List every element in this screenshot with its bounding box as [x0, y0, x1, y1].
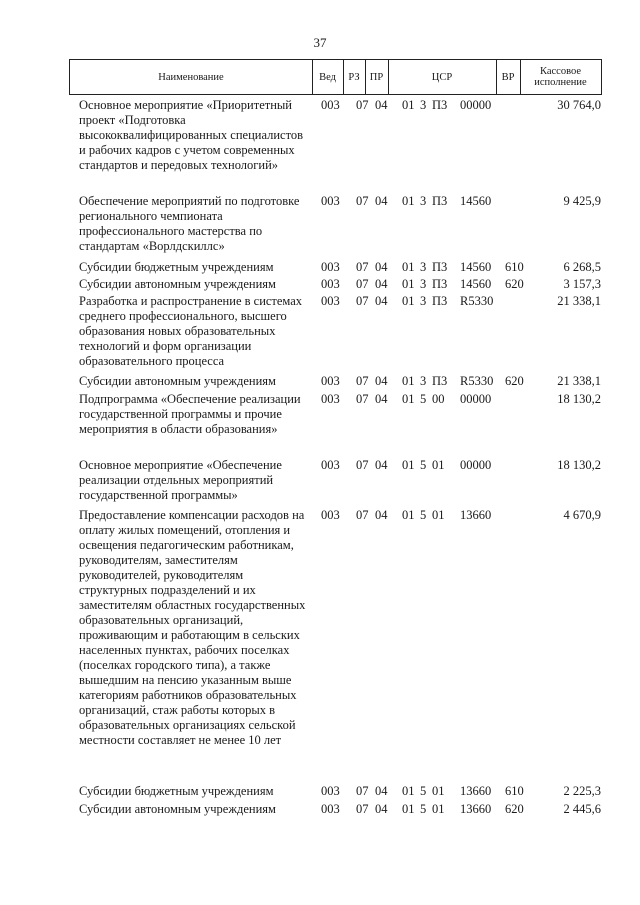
row-csr-program: 01	[402, 277, 415, 291]
row-name: Субсидии автономным учреждениям	[79, 802, 276, 816]
row-pr: 04	[375, 294, 388, 308]
row-rz: 07	[356, 458, 369, 472]
row-csr-subprogram: 5	[420, 508, 427, 522]
row-name: Субсидии автономным учреждениям	[79, 277, 276, 291]
row-csr-program: 01	[402, 784, 415, 798]
row-pr: 04	[375, 277, 388, 291]
row-csr-subprogram: 5	[420, 802, 427, 816]
row-csr-event: П3	[432, 277, 448, 291]
row-pr: 04	[375, 392, 388, 406]
row-csr-event: 01	[432, 508, 445, 522]
row-amount: 21 338,1	[557, 374, 601, 388]
header-vr: ВР	[501, 71, 515, 83]
row-amount: 2 445,6	[563, 802, 601, 816]
row-csr-event: 00	[432, 392, 445, 406]
row-csr-program: 01	[402, 98, 415, 112]
row-csr-subprogram: 3	[420, 277, 427, 291]
row-pr: 04	[375, 802, 388, 816]
row-csr-subprogram: 3	[420, 98, 427, 112]
row-csr-direction: 14560	[460, 277, 492, 291]
row-csr-direction: 13660	[460, 508, 492, 522]
row-rz: 07	[356, 508, 369, 522]
row-pr: 04	[375, 260, 388, 274]
row-amount: 6 268,5	[563, 260, 601, 274]
row-csr-program: 01	[402, 508, 415, 522]
row-csr-program: 01	[402, 294, 415, 308]
row-pr: 04	[375, 458, 388, 472]
row-name: Субсидии автономным учреждениям	[79, 374, 276, 388]
header-amount-line2: исполнение	[534, 77, 587, 88]
row-amount: 4 670,9	[563, 508, 601, 522]
row-amount: 2 225,3	[563, 784, 601, 798]
row-csr-event: 01	[432, 802, 445, 816]
row-vr: 620	[505, 277, 524, 291]
header-name: Наименование	[158, 71, 224, 83]
row-csr-direction: 13660	[460, 784, 492, 798]
row-name: Субсидии бюджетным учреждениям	[79, 260, 274, 274]
row-name: Основное мероприятие «Приоритетный проект «Подготовка высококвалифицированных специалистов и рабочих кадров с учетом современных стандартов и передовых технологий»	[79, 98, 304, 172]
row-csr-event: П3	[432, 260, 448, 274]
row-pr: 04	[375, 508, 388, 522]
row-name: Разработка и распространение в системах среднего профессионального, высшего образования новых образовательных технологий и форм организации образовательного процесса	[79, 294, 303, 368]
row-csr-subprogram: 3	[420, 260, 427, 274]
row-csr-subprogram: 5	[420, 784, 427, 798]
row-amount: 21 338,1	[557, 294, 601, 308]
row-amount: 9 425,9	[563, 194, 601, 208]
row-amount: 3 157,3	[563, 277, 601, 291]
row-name: Основное мероприятие «Обеспечение реализации отдельных мероприятий государственной программы»	[79, 458, 282, 502]
row-ved: 003	[321, 508, 340, 522]
row-ved: 003	[321, 260, 340, 274]
row-rz: 07	[356, 784, 369, 798]
row-rz: 07	[356, 392, 369, 406]
row-csr-program: 01	[402, 392, 415, 406]
row-csr-direction: 00000	[460, 98, 492, 112]
row-pr: 04	[375, 194, 388, 208]
row-ved: 003	[321, 784, 340, 798]
row-csr-subprogram: 3	[420, 294, 427, 308]
row-amount: 18 130,2	[557, 458, 601, 472]
row-ved: 003	[321, 294, 340, 308]
row-rz: 07	[356, 194, 369, 208]
row-amount: 18 130,2	[557, 392, 601, 406]
row-csr-direction: 14560	[460, 194, 492, 208]
row-ved: 003	[321, 374, 340, 388]
row-csr-event: П3	[432, 98, 448, 112]
row-rz: 07	[356, 260, 369, 274]
row-csr-program: 01	[402, 374, 415, 388]
row-ved: 003	[321, 98, 340, 112]
row-ved: 003	[321, 392, 340, 406]
row-csr-direction: 00000	[460, 458, 492, 472]
row-rz: 07	[356, 98, 369, 112]
row-csr-event: 01	[432, 784, 445, 798]
header-ved: Вед	[319, 71, 336, 83]
row-ved: 003	[321, 277, 340, 291]
row-rz: 07	[356, 802, 369, 816]
row-vr: 620	[505, 802, 524, 816]
row-vr: 620	[505, 374, 524, 388]
row-csr-event: П3	[432, 374, 448, 388]
row-pr: 04	[375, 374, 388, 388]
row-csr-event: П3	[432, 194, 448, 208]
row-vr: 610	[505, 784, 524, 798]
row-rz: 07	[356, 277, 369, 291]
row-csr-event: П3	[432, 294, 448, 308]
row-csr-subprogram: 3	[420, 194, 427, 208]
row-vr: 610	[505, 260, 524, 274]
row-rz: 07	[356, 294, 369, 308]
row-csr-subprogram: 3	[420, 374, 427, 388]
row-ved: 003	[321, 802, 340, 816]
row-csr-direction: 13660	[460, 802, 492, 816]
row-csr-program: 01	[402, 260, 415, 274]
header-amount-line1: Кассовое	[539, 66, 582, 77]
row-csr-program: 01	[402, 194, 415, 208]
header-csr: ЦСР	[431, 71, 453, 83]
row-csr-program: 01	[402, 458, 415, 472]
row-csr-subprogram: 5	[420, 458, 427, 472]
row-name: Субсидии бюджетным учреждениям	[79, 784, 274, 798]
row-name: Предоставление компенсации расходов на оплату жилых помещений, отопления и освещения педагогическим работникам, руководителям, заместителям руководителей, руководителям структурных подразделений и их заместителям областных государственных образовательных организаций, проживающим и работающим в сельских населенных пунктах, рабочих поселках (поселках городского типа), а также вышедшим на пенсию указанным выше категориям работников образовательных организаций, стаж работы которых в образовательных организациях сельской местности составляет не менее 10 лет	[79, 508, 306, 747]
page-number: 37	[313, 35, 327, 50]
row-csr-direction: 14560	[460, 260, 492, 274]
header-pr: ПР	[369, 71, 384, 83]
row-name: Подпрограмма «Обеспечение реализации государственной программы и прочие мероприятия в области образования»	[79, 392, 301, 436]
row-csr-event: 01	[432, 458, 445, 472]
row-ved: 003	[321, 458, 340, 472]
row-rz: 07	[356, 374, 369, 388]
row-ved: 003	[321, 194, 340, 208]
row-csr-direction: 00000	[460, 392, 492, 406]
row-csr-direction: R5330	[460, 374, 494, 388]
header-rz: РЗ	[348, 71, 360, 83]
row-name: Обеспечение мероприятий по подготовке регионального чемпионата профессионального мастерства по стандартам «Ворлдскиллс»	[79, 194, 300, 253]
row-csr-subprogram: 5	[420, 392, 427, 406]
row-pr: 04	[375, 784, 388, 798]
row-csr-direction: R5330	[460, 294, 494, 308]
row-pr: 04	[375, 98, 388, 112]
row-csr-program: 01	[402, 802, 415, 816]
row-amount: 30 764,0	[557, 98, 601, 112]
